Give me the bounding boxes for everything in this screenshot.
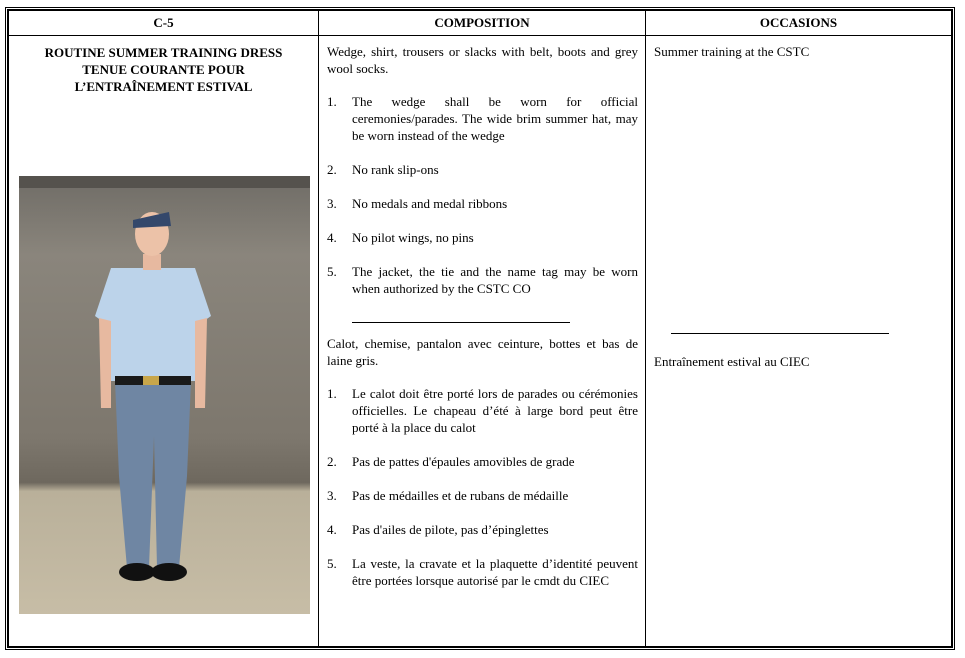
list-item: 1. The wedge shall be worn for official ceremonies/parades. The wide brim summer hat, may be worn instead of the wedge bbox=[327, 94, 638, 143]
list-item: 2. No rank slip-ons bbox=[327, 162, 439, 177]
composition-fr-list bbox=[327, 385, 638, 589]
cadet-figure bbox=[19, 176, 310, 614]
dress-title-en: ROUTINE SUMMER TRAINING DRESS bbox=[44, 45, 283, 60]
header-composition: COMPOSITION bbox=[319, 11, 646, 36]
list-item: 4. No pilot wings, no pins bbox=[327, 230, 474, 245]
table-row bbox=[9, 36, 952, 647]
composition-fr-intro: Calot, chemise, pantalon avec ceinture, bottes et bas de laine gris. bbox=[327, 336, 638, 368]
list-item: 5. The jacket, the tie and the name tag may be worn when authorized by the CSTC CO bbox=[327, 264, 638, 296]
section-divider bbox=[671, 333, 889, 334]
composition-en-intro: Wedge, shirt, trousers or slacks with belt, boots and grey wool socks. bbox=[327, 44, 638, 76]
occasion-fr: Entraînement estival au CIEC bbox=[654, 354, 810, 369]
list-item: 5. La veste, la cravate et la plaquette d’identité peuvent être portées lorsque autorisé par le cmdt du CIEC bbox=[327, 556, 638, 588]
dress-table bbox=[8, 10, 952, 647]
composition-cell bbox=[319, 36, 646, 647]
occasions-cell bbox=[646, 36, 952, 647]
list-item: 1. Le calot doit être porté lors de parades ou cérémonies officielles. Le chapeau d’été à large bord peut être porté à la place du calot bbox=[327, 386, 638, 435]
table-header-row bbox=[9, 11, 952, 36]
dress-title bbox=[10, 44, 317, 95]
list-item: 4. Pas d'ailes de pilote, pas d’épinglettes bbox=[327, 522, 549, 537]
cadet-uniform-photo bbox=[19, 176, 310, 614]
section-divider bbox=[352, 322, 570, 323]
occasion-en: Summer training at the CSTC bbox=[654, 44, 810, 59]
dress-title-fr-1: TENUE COURANTE POUR bbox=[82, 62, 245, 77]
header-code: C-5 bbox=[9, 11, 319, 36]
composition-en-list bbox=[327, 93, 638, 297]
dress-cell bbox=[9, 36, 319, 647]
dress-title-fr-2: L’ENTRAÎNEMENT ESTIVAL bbox=[74, 79, 253, 94]
dress-table-frame bbox=[5, 7, 955, 650]
list-item: 3. Pas de médailles et de rubans de médaille bbox=[327, 488, 569, 503]
list-item: 3. No medals and medal ribbons bbox=[327, 196, 508, 211]
header-occasions: OCCASIONS bbox=[646, 11, 952, 36]
list-item: 2. Pas de pattes d'épaules amovibles de grade bbox=[327, 454, 575, 469]
